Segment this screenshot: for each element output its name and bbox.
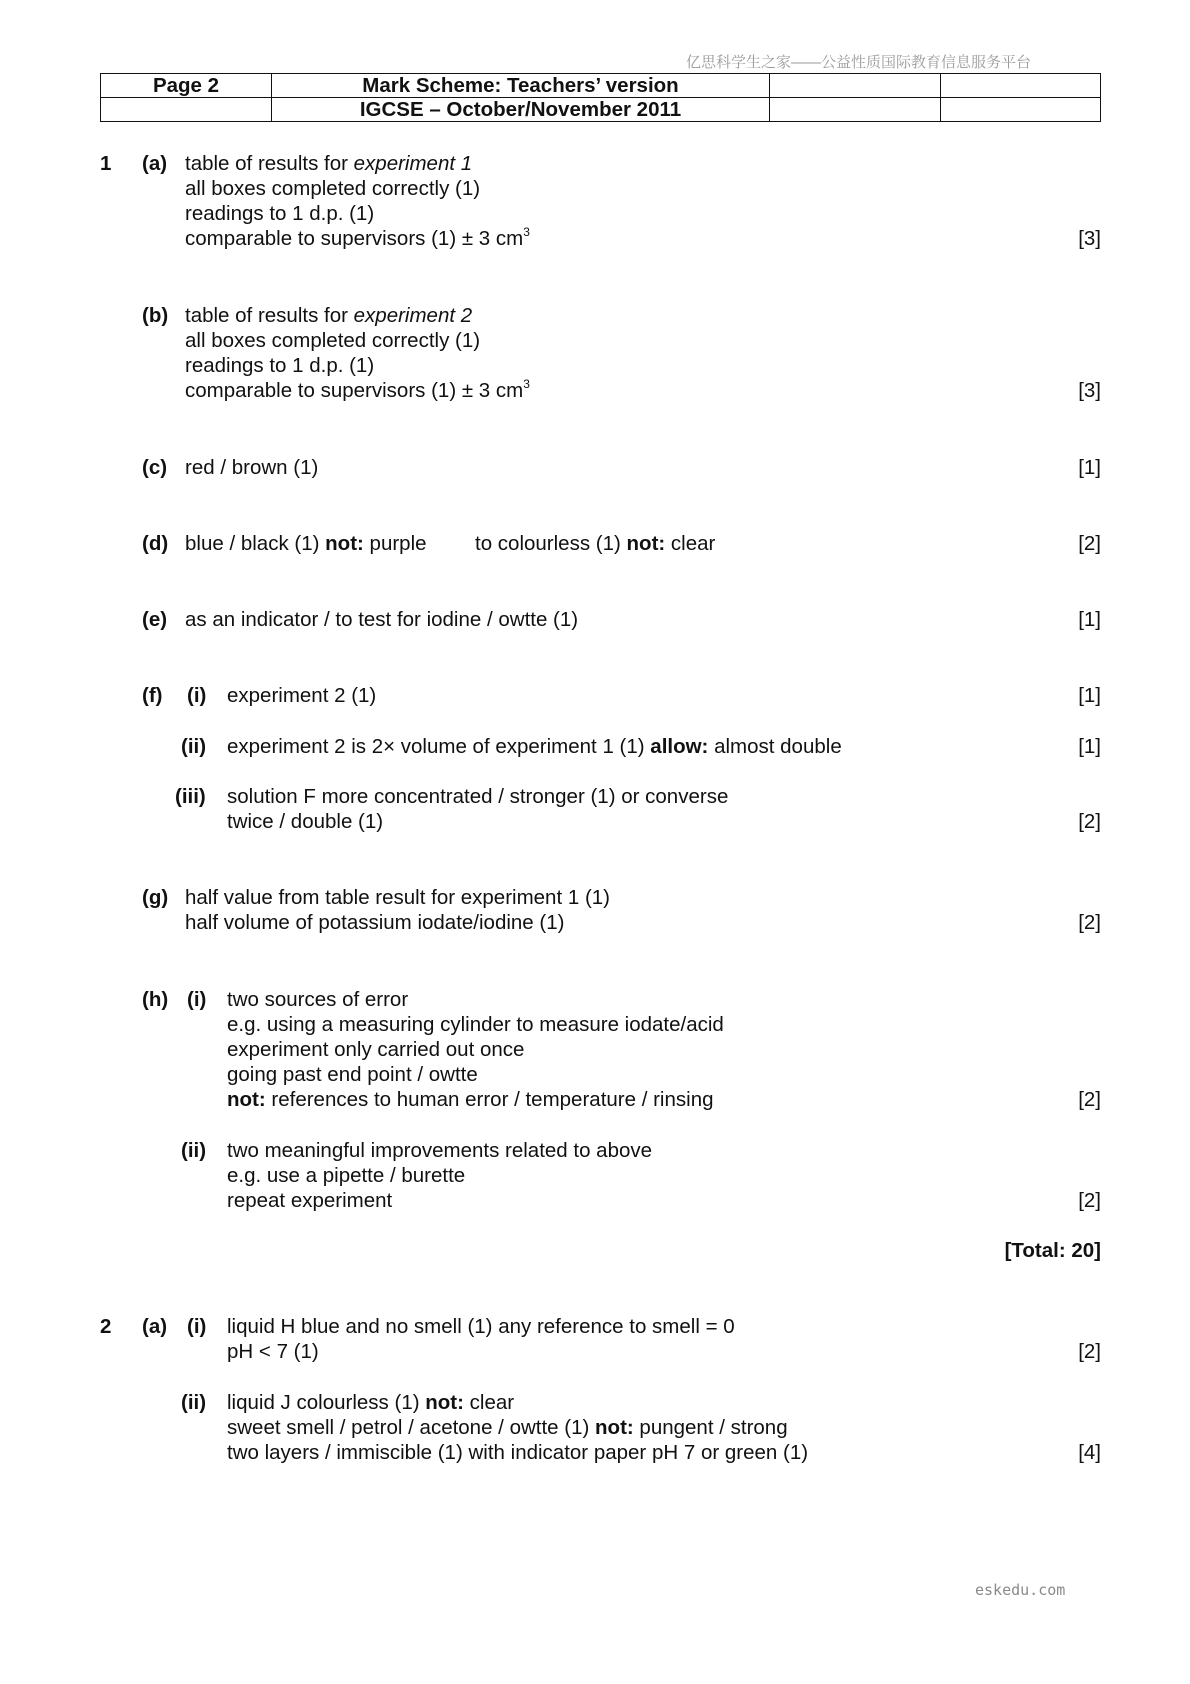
part-1b-line1: table of results for experiment 2 [185, 304, 473, 327]
header-empty-cell [770, 98, 941, 122]
part-1g-mark: [2] [1078, 911, 1101, 934]
part-1h-ii-line1: two meaningful improvements related to above [227, 1139, 653, 1162]
part-1h-ii-line2: e.g. use a pipette / burette [227, 1164, 466, 1187]
part-1f-ii-label: (ii) [181, 735, 207, 758]
part-2a-ii-line1: liquid J colourless (1) not: clear [227, 1391, 515, 1414]
part-1g-line2: half volume of potassium iodate/iodine (1) [185, 911, 565, 934]
part-1d-label: (d) [142, 532, 169, 555]
header-page: Page 2 [101, 74, 272, 98]
part-1a-line1: table of results for experiment 1 [185, 152, 473, 175]
part-1f-i-label: (i) [187, 684, 207, 707]
part-1h-i-label: (i) [187, 988, 207, 1011]
part-1b-line2: all boxes completed correctly (1) [185, 329, 481, 352]
part-1a-line2: all boxes completed correctly (1) [185, 177, 481, 200]
part-2a-i-mark: [2] [1078, 1340, 1101, 1363]
part-2a-ii-line2: sweet smell / petrol / acetone / owtte (1) not: pungent / strong [227, 1416, 788, 1439]
header-title: Mark Scheme: Teachers’ version [272, 74, 770, 98]
part-1f-iii-mark: [2] [1078, 810, 1101, 833]
part-1f-i-text: experiment 2 (1) [227, 684, 377, 707]
header-empty-cell [770, 74, 941, 98]
part-1a-label: (a) [142, 152, 168, 175]
part-1h-ii-mark: [2] [1078, 1189, 1101, 1212]
part-2a-label: (a) [142, 1315, 168, 1338]
part-1b-mark: [3] [1078, 379, 1101, 402]
part-1b-line3: readings to 1 d.p. (1) [185, 354, 375, 377]
part-1h-i-mark: [2] [1078, 1088, 1101, 1111]
question-2-number: 2 [100, 1315, 112, 1338]
part-1e-mark: [1] [1078, 608, 1101, 631]
header-empty-cell [101, 98, 272, 122]
header-empty-cell [941, 74, 1101, 98]
part-1d-mark: [2] [1078, 532, 1101, 555]
part-2a-i-line1: liquid H blue and no smell (1) any reference to smell = 0 [227, 1315, 735, 1338]
part-1h-ii-label: (ii) [181, 1139, 207, 1162]
part-1a-line3: readings to 1 d.p. (1) [185, 202, 375, 225]
part-1f-ii-text: experiment 2 is 2× volume of experiment 1 (1) allow: almost double [227, 735, 842, 758]
part-2a-i-line2: pH < 7 (1) [227, 1340, 319, 1363]
part-1g-line1: half value from table result for experiment 1 (1) [185, 886, 610, 909]
part-1d-text-a: blue / black (1) not: purple [185, 532, 427, 555]
part-1e-label: (e) [142, 608, 168, 631]
question-1-number: 1 [100, 152, 112, 175]
question-1-total: [Total: 20] [1004, 1239, 1101, 1262]
part-1h-i-line4: going past end point / owtte [227, 1063, 478, 1086]
part-1c-label: (c) [142, 456, 168, 479]
part-1c-mark: [1] [1078, 456, 1101, 479]
part-1e-text: as an indicator / to test for iodine / owtte (1) [185, 608, 579, 631]
part-1f-i-mark: [1] [1078, 684, 1101, 707]
header-table [100, 73, 1101, 122]
part-1f-label: (f) [142, 684, 163, 707]
part-1d-text-b: to colourless (1) not: clear [475, 532, 716, 555]
watermark-text: 亿思科学生之家——公益性质国际教育信息服务平台 [686, 54, 1032, 71]
part-2a-i-label: (i) [187, 1315, 207, 1338]
part-2a-ii-mark: [4] [1078, 1441, 1101, 1464]
part-1h-i-line5: not: references to human error / temperature / rinsing [227, 1088, 714, 1111]
part-1b-label: (b) [142, 304, 169, 327]
header-empty-cell [941, 98, 1101, 122]
part-1h-ii-line3: repeat experiment [227, 1189, 393, 1212]
part-1f-iii-line1: solution F more concentrated / stronger (1) or converse [227, 785, 729, 808]
part-1a-mark: [3] [1078, 227, 1101, 250]
part-2a-ii-line3: two layers / immiscible (1) with indicator paper pH 7 or green (1) [227, 1441, 809, 1464]
part-1c-text: red / brown (1) [185, 456, 319, 479]
part-1f-iii-line2: twice / double (1) [227, 810, 384, 833]
footer-url: eskedu.com [975, 1581, 1066, 1599]
part-1h-i-line2: e.g. using a measuring cylinder to measure iodate/acid [227, 1013, 724, 1036]
part-1h-label: (h) [142, 988, 169, 1011]
part-2a-ii-label: (ii) [181, 1391, 207, 1414]
part-1f-ii-mark: [1] [1078, 735, 1101, 758]
part-1h-i-line1: two sources of error [227, 988, 409, 1011]
part-1b-line4: comparable to supervisors (1) ± 3 $cm^3$ [185, 377, 530, 402]
part-1f-iii-label: (iii) [175, 785, 206, 808]
part-1h-i-line3: experiment only carried out once [227, 1038, 525, 1061]
part-1g-label: (g) [142, 886, 169, 909]
header-subtitle: IGCSE – October/November 2011 [272, 98, 770, 122]
part-1a-line4: comparable to supervisors (1) ± 3 $cm^3$ [185, 225, 530, 250]
